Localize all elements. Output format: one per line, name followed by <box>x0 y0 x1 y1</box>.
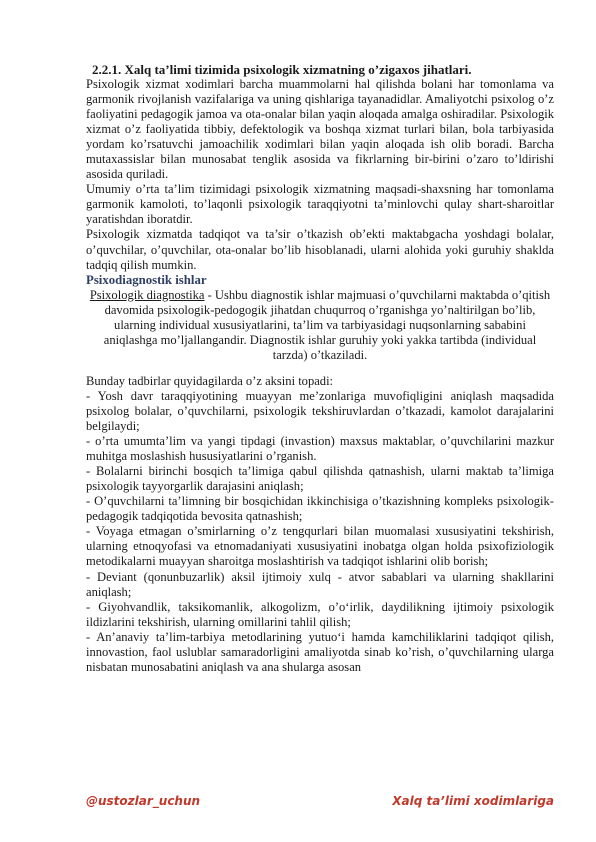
list-item: - Bolalarni birinchi bosqich ta’limiga qabul qilishda qatnashish, ularni maktab ta’limiga psixologik tayyorgarlik darajasini aniqlash; <box>86 464 554 494</box>
list-item: - Voyaga etmagan o’smirlarning o’z tengqurlari bilan muomalasi xususiyatini tekshirish, ularning etnoqyofasi va etnomadaniyati xususiyatini inobatga olgan holda psixofiziologik metodikalarni muayyan sharoitga moslashtirish va tadqiqot ishlarini olib borish; <box>86 524 554 569</box>
list-item: - o’rta umumta’lim va yangi tipdagi (invastion) maxsus maktablar, o’quvchilarini mazkur muhitga moslashish hususiyatlarini o’rganish. <box>86 434 554 464</box>
list-item: - O’quvchilarni ta’limning bir bosqichidan ikkinchisiga o’tkazishning kompleks psixologik-pedagogik tadqiqotida bevosita qatnashish; <box>86 494 554 524</box>
paragraph-1: Psixologik xizmat xodimlari barcha muammolarni hal qilishda bolani har tomonlama va garmonik rivojlanish vazifalariga va uning qishlariga tayanadidlar. Amaliyotchi psixolog o’z faoliyatini pedagogik jamoa va ota-onalar bilan yaqin aloqada amalga oshiradilar. Psixologik xizmat o’z faoliyatida tibbiy, defektologik va boshqa xizmat turlari bilan, bola tarbiyasida yordam ko’rsatuvchi jamoachilik xodimlari bilan yaqin aloqada ish olib boradi. Barcha mutaxassislar bilan munosabat tenglik asosida va fikrlarning bir-birini o’zaro to’ldirishi asosida quriladi. <box>86 77 554 182</box>
footer-right: Xalq ta’limi xodimlariga <box>392 794 554 808</box>
list-item: - An’anaviy ta’lim-tarbiya metodlarining yutuo‘i hamda kamchiliklarini tadqiqot qilish, innovastion, faol uslublar samaradorligini amaliyotda sinab ko’rish, o’quvchilarning ularga nisbatan munosabatini aniqlash va ana shularga asosan <box>86 629 554 674</box>
paragraph-3: Psixologik xizmatda tadqiqot va ta’sir o’tkazish ob’ekti maktabgacha yoshdagi bolalar, o’quvchilar, o’quvchilar, ota-onalar bo’lib hisoblanadi, ularni alohida yoki guruhiy shaklda tadqiq qilish mumkin. <box>86 227 554 272</box>
diagnostics-paragraph <box>86 288 554 363</box>
paragraph-2: Umumiy o’rta ta’lim tizimidagi psixologik xizmatning maqsadi-shaxsning har tomonlama garmonik kamoloti, to’laqonli psixologik taraqqiyotni ta’minlovchi qulay shart-sharoitlar yaratishdan iboratdir. <box>86 182 554 227</box>
list-intro: Bunday tadbirlar quyidagilarda o’z aksini topadi: <box>86 373 334 388</box>
diagnostics-text: - Ushbu diagnostik ishlar majmuasi o’quvchilarni maktabda o’qitish davomida psixologik-pedogogik jihatdan chuqurroq o’rganishga yo’naltirilgan bo’lib, ularning individual xususiyatlarini, ta’lim va tarbiyasidagi nuqsonlarning sababini aniqlashga mo’ljallangandir. Diagnostik ishlar guruhiy yoki yakka tartibda (individual tarzda) o’tkaziladi. <box>103 287 551 362</box>
footer-left: @ustozlar_uchun <box>86 794 201 808</box>
diagnostics-term: Psixologik diagnostika <box>89 287 205 302</box>
list-item: - Giyohvandlik, taksikomanlik, alkogolizm, o’o‘irlik, daydilikning ijtimoiy psixologik ildizlarini tekshirish, ularning omillarini tahlil qilish; <box>86 599 554 629</box>
section-heading: 2.2.1. Xalq ta’limi tizimida psixologik xizmatning o’zigaxos jihatlari. <box>92 62 472 77</box>
subheading: Psixodiagnostik ishlar <box>86 272 207 287</box>
document-body <box>86 62 554 675</box>
list-item: - Deviant (qonunbuzarlik) aksil ijtimoiy xulq - atvor sabablari va ularning shakllarini aniqlash; <box>86 569 554 599</box>
list-item: - Yosh davr taraqqiyotining muayyan me’zonlariga muvofiqligini aniqlash maqsadida psixolog bolalar, o’quvchilarni, psixologik tekshiruvlardan o’tkazadi, kamolot darajalarini belgilaydi; <box>86 388 554 434</box>
